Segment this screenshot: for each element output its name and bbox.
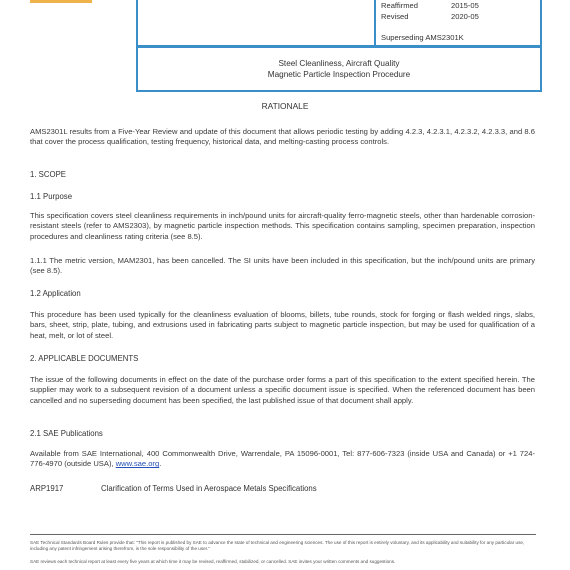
sae-publications-text <box>30 449 535 470</box>
arp1917-id: ARP1917 <box>30 484 64 493</box>
reaffirmed-label: Reaffirmed <box>381 1 419 10</box>
footer-divider <box>30 534 536 535</box>
sae-website-link[interactable]: www.sae.org <box>115 459 160 469</box>
sae-logo <box>30 0 92 3</box>
section-purpose-heading: 1.1 Purpose <box>30 192 73 201</box>
footer-review-note: SAE reviews each technical report at least every five years at which time it may be revised, reaffirmed, stabilized, or cancelled. SAE invites your written comments and suggestions. <box>30 559 396 564</box>
sae-address: Available from SAE International, 400 Commonwealth Drive, Warrendale, PA 15096-0001, Tel: 877-606-7323 (inside USA and Canada) or +1 724-776-4970 (outside USA), <box>30 449 535 469</box>
footer-disclaimer: SAE Technical Standards Board Rules provide that: "This report is published by SAE to advance the state of technical and engineering sciences. The use of this report is entirely voluntary, and its applicability and suitability for any particular use, including any patent infringement arising therefrom, is the sole responsibility of the user." <box>30 540 525 551</box>
sae-address-end: . <box>159 459 162 469</box>
reaffirmed-date: 2015-05 <box>451 1 479 10</box>
revised-date: 2020-05 <box>451 12 479 21</box>
applicable-documents-text: The issue of the following documents in effect on the date of the purchase order forms a part of this specification to the extent specified herein. The supplier may work to a subsequent revision of a document unless a specific document issue is specified. When the referenced document has been cancelled and no superseding document has been specified, the last published issue of that document shall apply. <box>30 375 535 405</box>
metric-version-note: 1.1.1 The metric version, MAM2301, has been cancelled. The SI units have been included in this specification, but the inch/pound units are primary (see 8.5). <box>30 256 535 276</box>
title-line-1: Steel Cleanliness, Aircraft Quality <box>278 59 400 68</box>
superseding-note: Superseding AMS2301K <box>381 33 464 42</box>
arp1917-title: Clarification of Terms Used in Aerospace Metals Specifications <box>101 484 317 493</box>
section-applicable-documents-heading: 2. APPLICABLE DOCUMENTS <box>30 354 139 363</box>
rationale-heading: RATIONALE <box>261 101 309 111</box>
document-title-box <box>136 47 542 92</box>
rationale-text: AMS2301L results from a Five-Year Review and update of this document that allows periodic testing by adding 4.2.3, 4.2.3.1, 4.2.3.2, 4.2.3.3, and 8.6 that cover the process qualification, testing frequency, historical data, and melting-casting process controls. <box>30 127 535 147</box>
revised-label: Revised <box>381 12 409 21</box>
title-line-2: Magnetic Particle Inspection Procedure <box>267 70 411 79</box>
application-text: This procedure has been used typically for the cleanliness evaluation of blooms, billets, tube rounds, stock for forging or flash welded rings, slabs, bars, sheet, strip, plate, tubing, and extrusions used in fabricating parts subject to magnetic particle inspection, but may be used for qualification of a heat, melt, or lot of steel. <box>30 310 535 340</box>
section-scope-heading: 1. SCOPE <box>30 170 66 179</box>
section-sae-publications-heading: 2.1 SAE Publications <box>30 429 103 438</box>
purpose-text: This specification covers steel cleanliness requirements in inch/pound units for aircraft-quality ferro-magnetic steels, other than hardenable corrosion-resistant steels (refer to AMS2303), by magnetic particle inspection methods. This specification contains sampling, specimen preparation, inspection procedures and cleanliness rating criteria (see 8.5). <box>30 211 535 241</box>
section-application-heading: 1.2 Application <box>30 289 81 298</box>
